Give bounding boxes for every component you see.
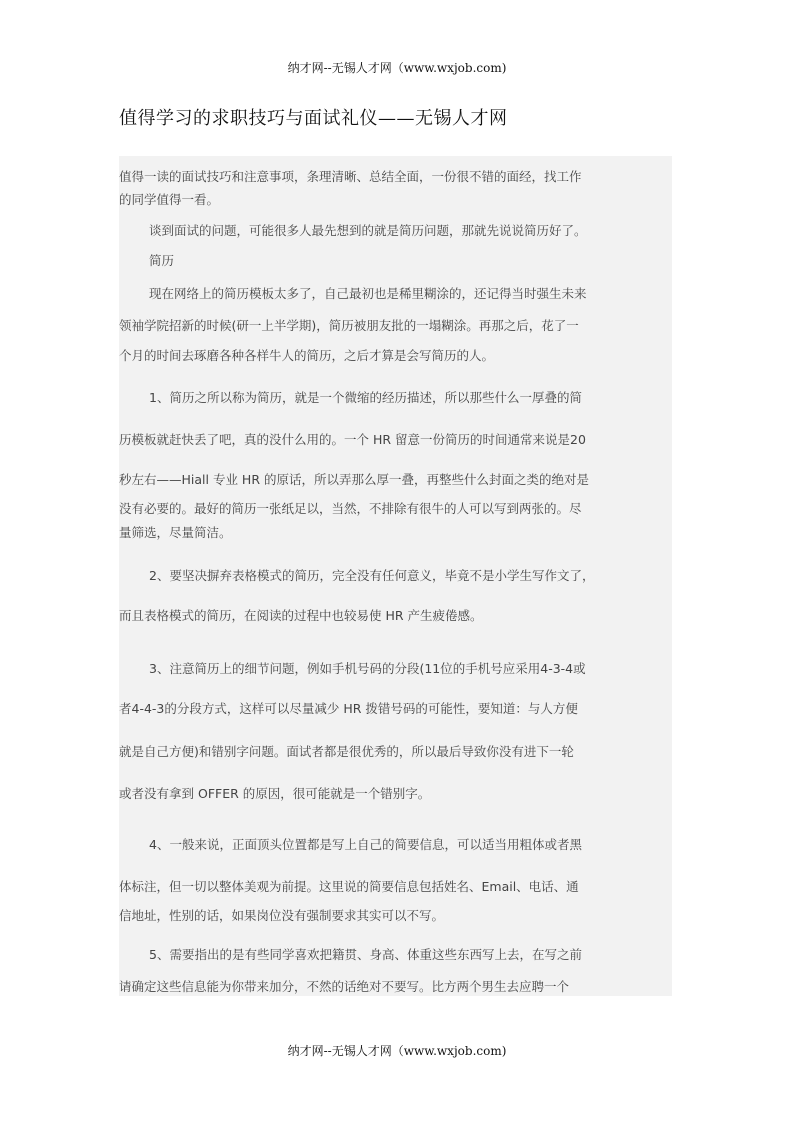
text-line: 2、要坚决摒弃表格模式的简历，完全没有任何意义，毕竟不是小学生写作文了， — [149, 568, 595, 583]
text-line: 而且表格模式的简历，在阅读的过程中也较易使 HR 产生疲倦感。 — [119, 608, 483, 623]
text-line: 量筛选，尽量简洁。 — [119, 525, 232, 540]
article-body — [119, 156, 672, 996]
text-line: 简历 — [149, 253, 175, 268]
text-line: 谈到面试的问题，可能很多人最先想到的就是简历问题，那就先说说简历好了。 — [149, 223, 587, 238]
text-line: 者4-4-3的分段方式，这样可以尽量减少 HR 拨错号码的可能性，要知道：与人方便 — [119, 701, 578, 716]
text-line: 的同学值得一看。 — [119, 192, 220, 207]
text-line: 5、需要指出的是有些同学喜欢把籍贯、身高、体重这些东西写上去，在写之前 — [149, 947, 582, 962]
text-line: 信地址，性别的话，如果岗位没有强制要求其实可以不写。 — [119, 908, 445, 923]
text-line: 就是自己方便)和错别字问题。面试者都是很优秀的，所以最后导致你没有进下一轮 — [119, 744, 574, 759]
text-line: 秒左右——Hiall 专业 HR 的原话，所以弄那么厚一叠，再整些什么封面之类的绝对是 — [119, 472, 589, 487]
text-line: 请确定这些信息能为你带来加分，不然的话绝对不要写。比方两个男生去应聘一个 — [119, 979, 570, 994]
text-line: 体标注，但一切以整体美观为前提。这里说的简要信息包括姓名、Email、电话、通 — [119, 879, 579, 894]
text-line: 1、简历之所以称为简历，就是一个微缩的经历描述，所以那些什么一厚叠的简 — [149, 390, 582, 405]
text-line: 或者没有拿到 OFFER 的原因，很可能就是一个错别字。 — [119, 786, 431, 801]
document-title: 值得学习的求职技巧与面试礼仪——无锡人才网 — [119, 108, 508, 129]
text-line: 现在网络上的简历模板太多了，自己最初也是稀里糊涂的，还记得当时强生未来 — [149, 286, 587, 301]
text-line: 个月的时间去琢磨各种各样牛人的简历，之后才算是会写简历的人。 — [119, 348, 495, 363]
text-line: 没有必要的。最好的简历一张纸足以，当然，不排除有很牛的人可以写到两张的。尽 — [119, 501, 582, 516]
text-line: 历模板就赶快丢了吧，真的没什么用的。一个 HR 留意一份简历的时间通常来说是20 — [119, 432, 586, 447]
text-line: 3、注意简历上的细节问题，例如手机号码的分段(11位的手机号应采用4-3-4或 — [149, 661, 586, 676]
text-line: 4、一般来说，正面顶头位置都是写上自己的简要信息，可以适当用粗体或者黑 — [149, 837, 582, 852]
page-footer: 纳才网--无锡人才网（www.wxjob.com) — [287, 1044, 507, 1058]
text-line: 领袖学院招新的时候(研一上半学期)，简历被朋友批的一塌糊涂。再那之后，花了一 — [119, 318, 579, 333]
text-line: 值得一读的面试技巧和注意事项，条理清晰、总结全面，一份很不错的面经，找工作 — [119, 169, 582, 184]
page-header: 纳才网--无锡人才网（www.wxjob.com) — [287, 61, 507, 75]
